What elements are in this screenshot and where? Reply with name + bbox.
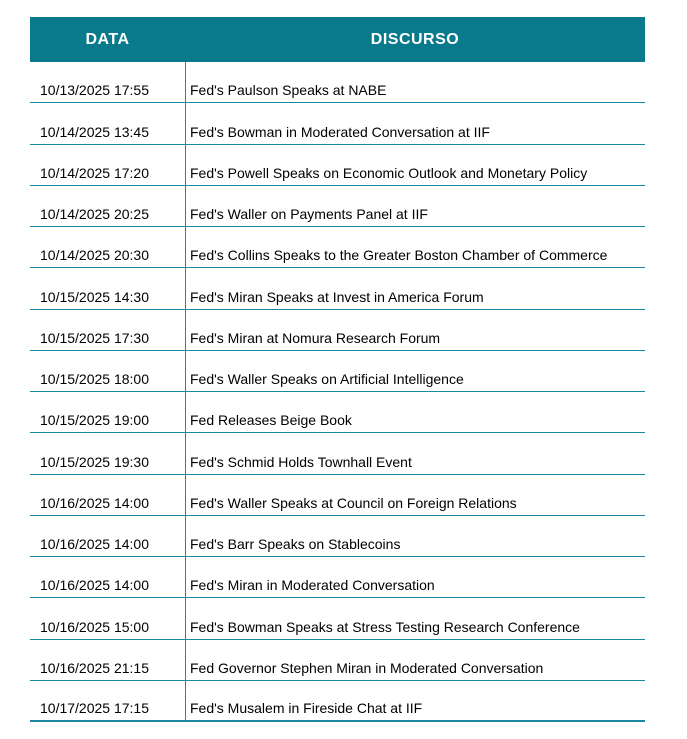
date-cell: 10/16/2025 14:00 [40,494,149,511]
table-row [30,103,645,144]
column-header-discurso: DISCURSO [370,30,460,48]
discurso-cell: Fed's Waller Speaks on Artificial Intelligence [185,351,645,391]
discurso-cell: Fed's Bowman Speaks at Stress Testing Research Conference [185,598,645,638]
table-row [30,475,645,516]
date-cell: 10/16/2025 15:00 [40,618,149,635]
table-row [30,310,645,351]
date-cell: 10/14/2025 17:20 [40,164,149,181]
table-row [30,62,645,103]
date-cell: 10/16/2025 21:15 [40,659,149,676]
table-row [30,186,645,227]
date-cell: 10/15/2025 17:30 [40,329,149,346]
table-row [30,227,645,268]
date-cell: 10/16/2025 14:00 [40,577,149,594]
table-row [30,640,645,681]
discurso-cell: Fed Governor Stephen Miran in Moderated Conversation [185,640,645,680]
discurso-cell: Fed's Miran in Moderated Conversation [185,557,645,597]
date-cell: 10/14/2025 20:30 [40,247,149,264]
events-schedule-table [30,17,645,722]
table-row [30,351,645,392]
table-row [30,681,645,722]
table-row [30,145,645,186]
discurso-cell: Fed's Paulson Speaks at NABE [185,62,645,102]
discurso-cell: Fed's Collins Speaks to the Greater Boston Chamber of Commerce [185,227,645,267]
discurso-cell: Fed's Powell Speaks on Economic Outlook and Monetary Policy [185,145,645,185]
table-body [30,62,645,722]
discurso-cell: Fed's Waller Speaks at Council on Foreign Relations [185,475,645,515]
date-cell: 10/13/2025 17:55 [40,82,149,99]
date-cell: 10/15/2025 14:30 [40,288,149,305]
table-row [30,557,645,598]
date-cell: 10/15/2025 19:00 [40,412,149,429]
discurso-cell: Fed's Bowman in Moderated Conversation at IIF [185,103,645,143]
table-header-row [30,17,645,62]
date-cell: 10/15/2025 19:30 [40,453,149,470]
table-row [30,268,645,309]
discurso-cell: Fed's Musalem in Fireside Chat at IIF [185,681,645,720]
discurso-cell: Fed's Miran Speaks at Invest in America Forum [185,268,645,308]
table-row [30,516,645,557]
date-cell: 10/15/2025 18:00 [40,371,149,387]
table-row [30,392,645,433]
discurso-cell: Fed's Waller on Payments Panel at IIF [185,186,645,226]
discurso-cell: Fed's Schmid Holds Townhall Event [185,433,645,473]
column-header-data: DATA [85,30,130,48]
date-cell: 10/17/2025 17:15 [40,700,149,716]
table-row [30,433,645,474]
discurso-cell: Fed's Miran at Nomura Research Forum [185,310,645,350]
discurso-cell: Fed's Barr Speaks on Stablecoins [185,516,645,556]
discurso-cell: Fed Releases Beige Book [185,392,645,432]
table-row [30,598,645,639]
date-cell: 10/14/2025 13:45 [40,123,149,140]
date-cell: 10/14/2025 20:25 [40,206,149,222]
date-cell: 10/16/2025 14:00 [40,536,149,552]
